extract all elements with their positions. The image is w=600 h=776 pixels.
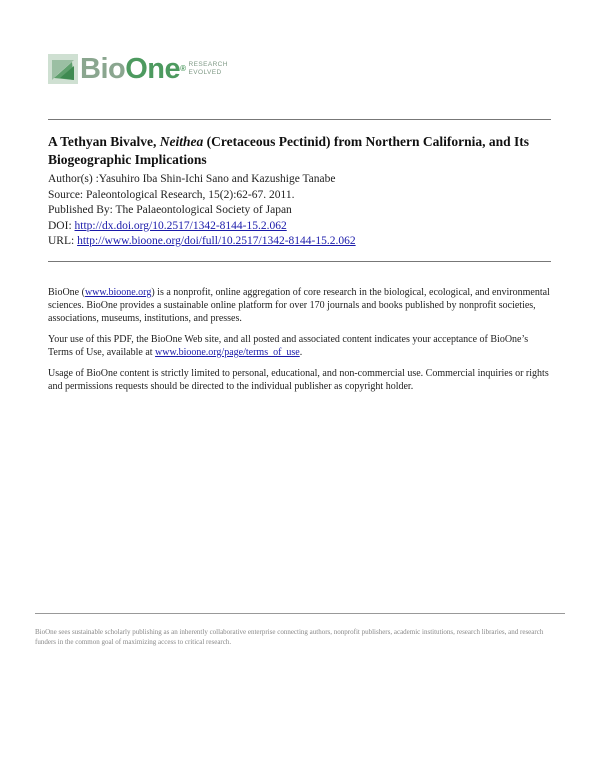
doi-label: DOI: xyxy=(48,219,75,232)
p2-post: . xyxy=(299,347,303,358)
title-genus: Neithea xyxy=(159,134,204,149)
doi-link[interactable]: http://dx.doi.org/10.2517/1342-8144-15.2.062 xyxy=(74,219,287,232)
doi-line xyxy=(48,219,551,235)
notice-body xyxy=(48,286,553,401)
top-divider xyxy=(48,119,551,120)
middle-divider xyxy=(48,261,551,262)
logo-tagline-2: EVOLVED xyxy=(188,69,222,76)
logo-tagline-1: RESEARCH xyxy=(188,61,228,68)
notice-paragraph-3: Usage of BioOne content is strictly limited to personal, educational, and non-commercial use. Commercial inquiries or rights and permissions requests should be directed to the individual publisher as copyright holder. xyxy=(48,368,549,392)
bioone-logo xyxy=(48,54,228,84)
bioone-leaf-icon xyxy=(48,54,78,84)
source: Source: Paleontological Research, 15(2):62-67. 2011. xyxy=(48,188,295,201)
footer-text: BioOne sees sustainable scholarly publishing as an inherently collaborative enterprise connecting authors, nonprofit publishers, academic institutions, research libraries, and research funders in the common goal of maximizing access to critical research. xyxy=(35,628,544,646)
p2-pre: Your use of this PDF, the BioOne Web site, and all posted and associated content indicates your acceptance of BioOne’s Terms of Use, available at xyxy=(48,334,529,358)
footer-divider xyxy=(35,613,565,614)
title-part-2: (Cretaceous Pectinid) from Northern California, and Its Biogeographic Implications xyxy=(48,134,529,167)
title-part-1: A Tethyan Bivalve, xyxy=(48,134,160,149)
p1-post: ) is a nonprofit, online aggregation of core research in the biological, ecological, and environmental sciences. BioOne provides a sustainable online platform for over 170 journals and books published by nonprofit societies, associations, museums, institutions, and presses. xyxy=(48,287,550,324)
p1-pre: BioOne ( xyxy=(48,287,85,298)
bioone-link[interactable]: www.bioone.org xyxy=(84,287,152,298)
url-line xyxy=(48,234,551,250)
logo-word-one: One xyxy=(125,53,181,85)
url-label: URL: xyxy=(48,235,78,247)
article-title xyxy=(48,133,551,169)
article-metadata xyxy=(48,172,551,250)
notice-paragraph-2 xyxy=(48,333,553,359)
logo-tagline xyxy=(189,61,228,77)
terms-of-use-link[interactable]: www.bioone.org/page/terms_of_use xyxy=(155,347,300,358)
logo-word-bio: Bio xyxy=(80,53,126,85)
bioone-wordmark xyxy=(80,54,186,84)
notice-paragraph-1 xyxy=(48,286,553,325)
publisher: Published By: The Palaeontological Society of Japan xyxy=(48,204,292,216)
authors: Author(s) :Yasuhiro Iba Shin-Ichi Sano and Kazushige Tanabe xyxy=(48,173,336,185)
registered-mark: ® xyxy=(180,64,186,73)
url-link[interactable]: http://www.bioone.org/doi/full/10.2517/1342-8144-15.2.062 xyxy=(77,235,356,247)
